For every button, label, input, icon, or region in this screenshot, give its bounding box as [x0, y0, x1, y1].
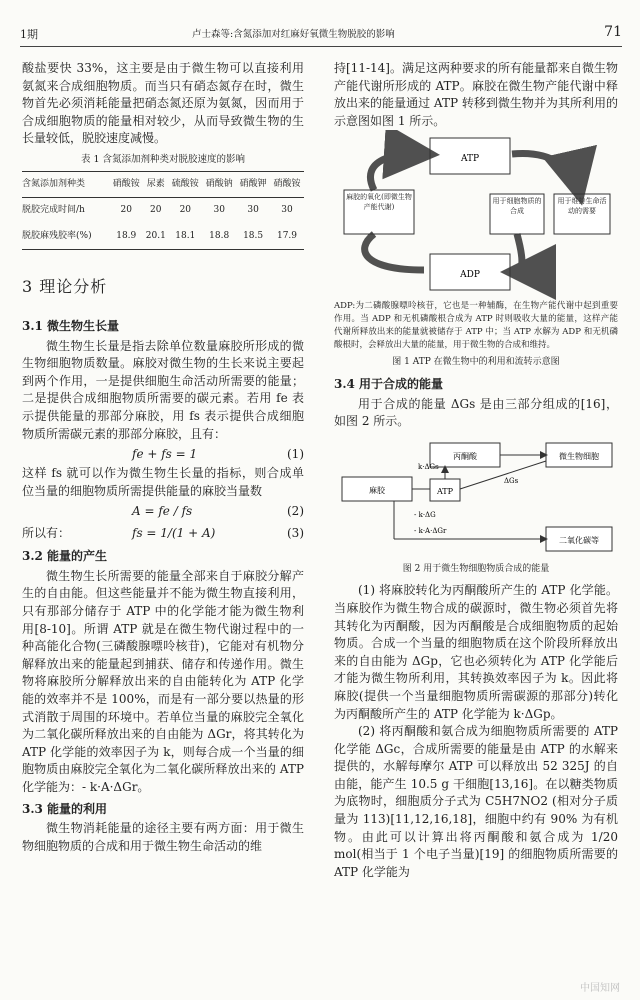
- table-header-row: [22, 171, 304, 198]
- table-cell: 18.5: [236, 224, 270, 250]
- table-cell: 20: [120, 205, 132, 216]
- table-cell: 18.8: [202, 224, 236, 250]
- equation-2-body: A = fe / fs: [132, 504, 193, 519]
- table-cell: 18.1: [168, 224, 202, 250]
- label-kgr2: - k·A·ΔGr: [414, 526, 447, 535]
- section-3-1-title: 3.1 微生物生长量: [22, 318, 120, 333]
- arrow-adp-to-oxidation: [365, 234, 424, 270]
- section-3-2-title: 3.2 能量的产生: [22, 549, 108, 564]
- left-column: [22, 60, 304, 855]
- table-header-cell: 尿素: [143, 171, 168, 198]
- section-3-1-paragraph-2: 这样 fs 就可以作为微生物生长量的指标，则合成单位当量的细胞物质所需提供能量的麻胶当量数: [22, 466, 304, 498]
- table-header-cell: 硝酸钠: [202, 171, 236, 198]
- section-3-title: 3 理论分析: [22, 277, 108, 297]
- section-3-2-paragraph: 微生物生长所需要的能量全部来自于麻胶分解产生的自由能。但这些能量并不能为微生物直接利用，只有那部分储存于 ATP 中的化学能才能为微生物利用[8-10]。所谓 ATP 就是在微生物代谢过程中的一种高能化合物(三磷酸腺嘌呤核苷)，它能对有机物分解释放出来的能量起到捕获、储存和传递作用。微生物将麻胶所分解释放出来的自由能转化为 ATP 化学能的效率并不是 100%，而是有一部分要以热量的形式消散于周围的环境中。若单位当量的麻胶完全氧化为二氧化碳所释放出来的自由能为 ΔGr，将其转化为 ATP 化学能的效率因子为 k，则每合成一个当量的细胞物质由麻胶完全氧化为二氧化碳所释放出来的 ATP 化学能为：- k·A·ΔGr。: [22, 568, 304, 794]
- table-header-cell: 硝酸铵: [270, 171, 304, 198]
- right-paragraph-1: 持[11-14]。满足这两种要求的所有能量都来自微生物产能代谢所形成的 ATP。麻胶在微生物产能代谢中释放出来的能量通过 ATP 转移到微生物并为其所利用的示意图如图 1 所示。: [334, 61, 618, 128]
- table-cell: 20: [150, 205, 162, 216]
- hemp-oxidation-label: 麻胶的氧化(即微生物产能代谢): [346, 193, 412, 212]
- label-kgr: - k·ΔG: [414, 510, 436, 519]
- table-header-cell: 硝酸钾: [236, 171, 270, 198]
- issue-label: 1期: [20, 28, 38, 41]
- table-header-cell: 硝酸铵: [109, 171, 143, 198]
- hemp-label: 麻胶: [369, 485, 385, 495]
- equation-3-number: (3): [287, 526, 304, 541]
- section-3-3-title: 3.3 能量的利用: [22, 801, 108, 816]
- co2-label: 二氧化碳等: [559, 535, 599, 545]
- arrow-uses-to-adp: [514, 234, 522, 272]
- equation-1-body: fe + fs = 1: [132, 447, 198, 462]
- label-kg: k·ΔGs: [418, 462, 439, 471]
- running-title: 卢士森等:含氮添加对红麻好氧微生物脱胶的影响: [192, 29, 395, 40]
- label-g: ΔGs: [504, 476, 519, 485]
- figure-1-diagram: [334, 130, 618, 300]
- synthesis-label: 用于细胞物质的合成: [492, 197, 542, 216]
- equation-1: [22, 443, 304, 465]
- page-header: [20, 24, 622, 42]
- table-nitrogen-additives: [22, 171, 304, 251]
- figure-1-caption: 图 1 ATP 在微生物中的利用和流转示意图: [392, 357, 560, 368]
- table-row: [22, 224, 304, 250]
- table-cell: 20.1: [143, 224, 168, 250]
- table-cell: 18.9: [109, 224, 143, 250]
- figure-1: [334, 130, 618, 372]
- adp-label: ADP: [460, 270, 480, 281]
- header-rule: [20, 46, 622, 47]
- row-label: 脱胶完成时间/h: [22, 205, 85, 216]
- figure-2: [334, 431, 618, 579]
- table-caption: 表 1 含氮添加剂种类对脱胶速度的影响: [80, 153, 246, 165]
- equation-3-body: fs = 1/(1 + A): [132, 526, 216, 541]
- table-row: [22, 198, 304, 224]
- section-3-4-title: 3.4 用于合成的能量: [334, 376, 444, 391]
- right-paragraph-2: (1) 将麻胶转化为丙酮酸所产生的 ATP 化学能。当麻胶作为微生物合成的碳源时，微生物必须首先将其转化为丙酮酸，因为丙酮酸是合成细胞物质的起始物质。合成一个当量的细胞物质在这个阶段所释放出来的自由能为 ΔGp，它也必须转化为 ATP 化学能后才能为微生物所利用，其转换效率因子为 k。因此将麻胶(提供一个当量细胞物质所需碳源的那部分)转化为丙酮酸所产生的 ATP 化学能为 k·ΔGp。: [334, 583, 618, 721]
- cell-label: 微生物细胞: [559, 451, 599, 461]
- figure-2-caption: 图 2 用于微生物细胞物质合成的能量: [402, 563, 550, 574]
- table-header-cell: 硫酸铵: [168, 171, 202, 198]
- figure-2-diagram: [334, 431, 618, 559]
- arrow-atp-to-uses: [512, 154, 579, 193]
- section-3-1-paragraph-1: 微生物生长量是指去除单位数量麻胶所形成的微生物细胞物质数量。麻胶对微生物的生长来说主要起到两个作用，一是提供细胞生命活动所需要的能量；二是提供合成细胞物质所需要的碳元素。若用 fe 表示提供能量的那部分麻胶，用 fs 表示提供合成细胞物质所需碳元素的那部分麻胶，且有：: [22, 338, 304, 441]
- table-cell: 17.9: [270, 224, 304, 250]
- equation-1-number: (1): [287, 447, 304, 462]
- section-3-4-paragraph: 用于合成的能量 ΔGs 是由三部分组成的[16]，如图 2 所示。: [334, 396, 618, 429]
- intro-paragraph: 酸盐要快 33%，这主要是由于微生物可以直接利用氨氮来合成细胞物质。而当只有硝态氮存在时，微生物首先必须消耗能量把硝态氮还原为氨氮，因而用于合成细胞物质的能量相对较少，从而导致微生物的生长量较低，脱胶速度减慢。: [22, 61, 304, 146]
- table-cell: 20: [179, 205, 192, 216]
- table-cell: 30: [281, 205, 293, 216]
- pyruvate-label: 丙酮酸: [453, 451, 477, 461]
- right-paragraph-3: (2) 将丙酮酸和氨合成为细胞物质所需要的 ATP 化学能 ΔGc，合成所需要的能量是由 ATP 的水解来提供的，水解每摩尔 ATP 可以释放出 52 325J 的自由能，能产生 10.5 g 干细胞[13,16]。在以糖类物质为底物时，细胞质分子式为 C5H7NO2 (相对分子质量为 113)[11,12,16,18]，细胞中约有 90% 为有机物。由此可以计算出将丙酮酸和氨合成为 1/20 mol(相当于 1 个电子当量)[19] 的细胞物质所需要的 ATP 化学能为: [334, 724, 618, 879]
- equation-3: [22, 522, 304, 544]
- table-header-cell: 含氮添加剂种类: [22, 171, 109, 198]
- page-number: 71: [604, 24, 622, 40]
- equation-2: [22, 500, 304, 522]
- right-column: [334, 60, 618, 881]
- table-cell: 30: [213, 205, 225, 216]
- table-cell: 30: [247, 205, 259, 216]
- watermark: 中国知网: [580, 983, 620, 994]
- equation-3-prefix: 所以有：: [22, 526, 71, 541]
- atp-label: ATP: [460, 154, 480, 165]
- equation-2-number: (2): [287, 504, 304, 519]
- arrow-oxidation-to-atp: [370, 154, 426, 190]
- section-3-3-paragraph: 微生物消耗能量的途径主要有两方面：用于微生物细胞物质的合成和用于微生物生命活动的维: [22, 821, 304, 853]
- row-label: 脱胶麻残胶率(%): [22, 224, 109, 250]
- atp-label-2: ATP: [436, 486, 454, 496]
- maintenance-label: 用于维持生命活动的需要: [557, 197, 607, 216]
- figure-1-note: ADP:为二磷酸腺嘌呤核苷，它也是一种辅酶，在生物产能代谢中起到重要作用。当 ADP 和无机磷酸根合成为 ATP 时则吸收大量的能量，这样产能代谢所释放出来的能量就被储存于 ATP 中；当 ATP 水解为 ADP 和无机磷酸根时，会释放出大量的能量，用于微生物的合成和维持。: [334, 301, 618, 351]
